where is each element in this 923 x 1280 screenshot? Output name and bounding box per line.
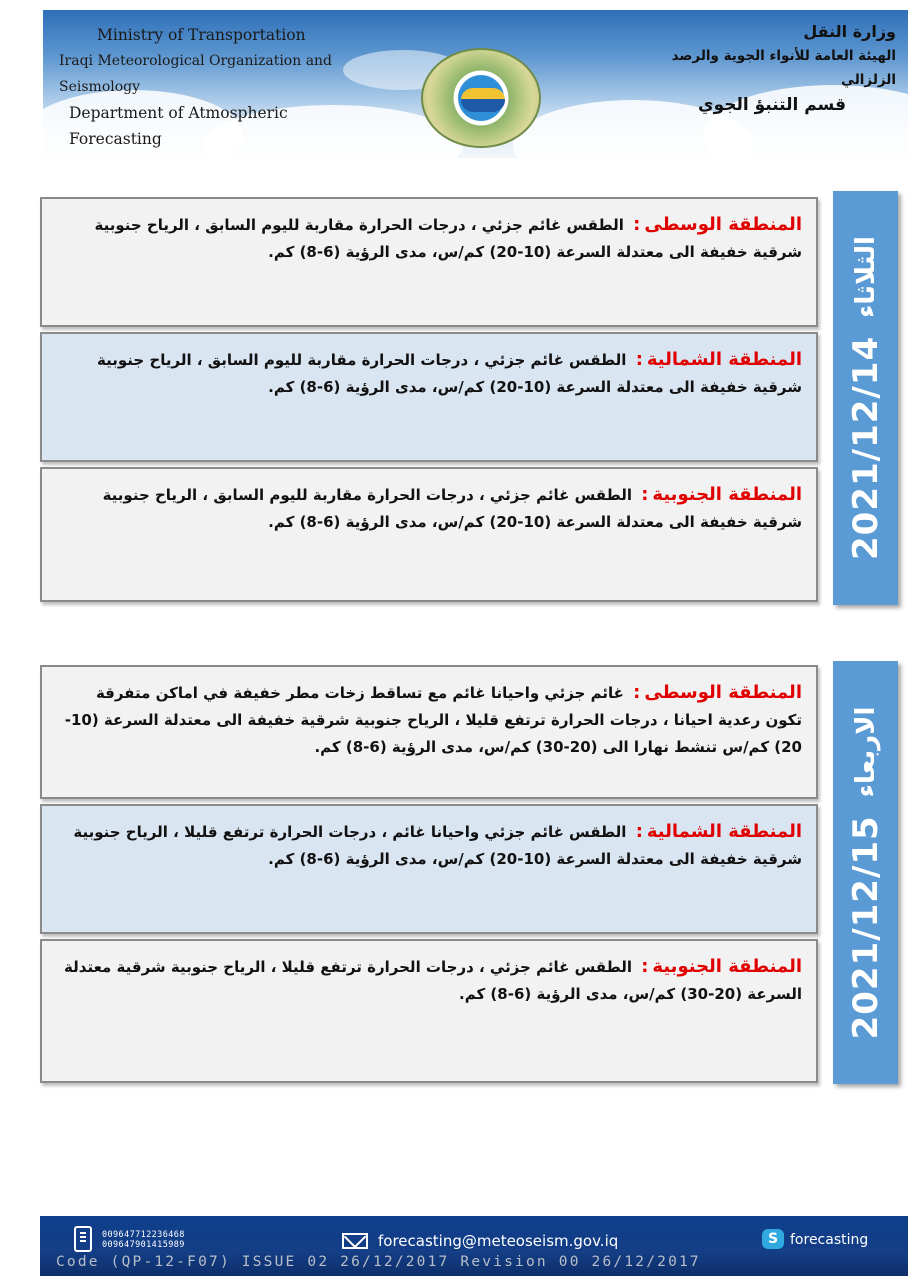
header-english <box>55 22 385 152</box>
document-code: Code (QP-12-F07) ISSUE 02 26/12/2017 Revision 00 26/12/2017 <box>56 1254 701 1270</box>
region-colon: : <box>641 956 649 977</box>
department-title: Department of Atmospheric Forecasting <box>69 104 288 148</box>
forecast-day-name: الثلاثاء <box>850 236 881 318</box>
organization-title: Iraqi Meteorological Organization and Seismology <box>59 53 333 95</box>
header-arabic <box>636 20 896 118</box>
region-colon: : <box>641 484 649 505</box>
region-box-south <box>40 467 818 602</box>
region-name: المنطقة الشمالية <box>646 821 802 842</box>
footer-bar <box>40 1216 908 1276</box>
region-box-north <box>40 332 818 462</box>
phone-numbers <box>102 1230 185 1250</box>
department-title-ar: قسم التنبؤ الجوي <box>698 95 846 115</box>
phone-icon <box>74 1226 92 1252</box>
ministry-title-ar: وزارة النقل <box>803 22 896 41</box>
forecast-day-2 <box>40 661 898 1084</box>
forecast-date: 2021/12/15 <box>845 814 886 1039</box>
contact-email[interactable]: forecasting@meteoseism.gov.iq <box>378 1232 619 1250</box>
region-text: غائم جزئي واحيانا غائم مع تساقط زخات مطر خفيفة في اماكن متفرقة تكون رعدية احيانا ، درجات الحرارة ترتفع قليلا ، الرياح جنوبية شرقية خفيفة الى معتدلة السرعة (10-20) كم/س تنشط نهارا الى (20-30) كم/س، مدى الرؤية (6-8) كم. <box>64 684 802 756</box>
region-forecast <box>56 346 802 401</box>
region-forecast <box>56 679 802 761</box>
logo-emblem-icon <box>461 88 505 112</box>
forecast-day-1 <box>40 191 898 605</box>
region-text: الطقس غائم جزئي ، درجات الحرارة مقاربة لليوم السابق ، الرياح جنوبية شرقية خفيفة الى معتدلة السرعة (10-20) كم/س، مدى الرؤية (6-8) كم. <box>102 486 802 531</box>
organization-logo <box>421 48 541 148</box>
skype-icon: S <box>762 1229 784 1249</box>
region-text: الطقس غائم جزئي ، درجات الحرارة مقاربة لليوم السابق ، الرياح جنوبية شرقية خفيفة الى معتدلة السرعة (10-20) كم/س، مدى الرؤية (6-8) كم. <box>97 351 802 396</box>
region-name: المنطقة الوسطى <box>644 682 802 703</box>
region-name: المنطقة الجنوبية <box>652 484 802 505</box>
region-forecast <box>56 818 802 873</box>
phone-number: 009647712236468 <box>102 1230 185 1240</box>
mail-icon <box>342 1233 368 1249</box>
region-name: المنطقة الوسطى <box>644 214 802 235</box>
date-bar <box>833 661 898 1084</box>
document-code-line <box>40 1254 908 1270</box>
region-colon: : <box>635 349 643 370</box>
region-colon: : <box>635 821 643 842</box>
region-forecast <box>56 481 802 536</box>
region-name: المنطقة الجنوبية <box>652 956 802 977</box>
region-text: الطقس غائم جزئي واحيانا غائم ، درجات الحرارة ترتفع قليلا ، الرياح جنوبية شرقية خفيفة الى معتدلة السرعة (10-20) كم/س، مدى الرؤية (6-8) كم. <box>73 823 802 868</box>
region-text: الطقس غائم جزئي ، درجات الحرارة مقاربة لليوم السابق ، الرياح جنوبية شرقية خفيفة الى معتدلة السرعة (10-20) كم/س، مدى الرؤية (6-8) كم. <box>94 216 802 261</box>
region-box-north <box>40 804 818 934</box>
skype-handle[interactable]: forecasting <box>790 1232 869 1248</box>
forecast-day-name: الاربعاء <box>850 706 881 797</box>
phone-number: 009647901415989 <box>102 1240 185 1250</box>
region-colon: : <box>633 214 641 235</box>
region-forecast <box>56 953 802 1008</box>
region-colon: : <box>633 682 641 703</box>
region-box-south <box>40 939 818 1083</box>
date-bar <box>833 191 898 605</box>
region-box-central <box>40 197 818 327</box>
region-name: المنطقة الشمالية <box>646 349 802 370</box>
region-box-central <box>40 665 818 799</box>
region-forecast <box>56 211 802 266</box>
forecast-date: 2021/12/14 <box>845 335 886 560</box>
ministry-title: Ministry of Transportation <box>97 26 306 44</box>
region-text: الطقس غائم جزئي ، درجات الحرارة ترتفع قليلا ، الرياح جنوبية شرقية معتدلة السرعة (20-30) كم/س، مدى الرؤية (6-8) كم. <box>64 958 802 1003</box>
header-banner <box>43 10 908 158</box>
organization-title-ar: الهيئة العامة للأنواء الجوية والرصد الزلزالي <box>671 48 896 88</box>
